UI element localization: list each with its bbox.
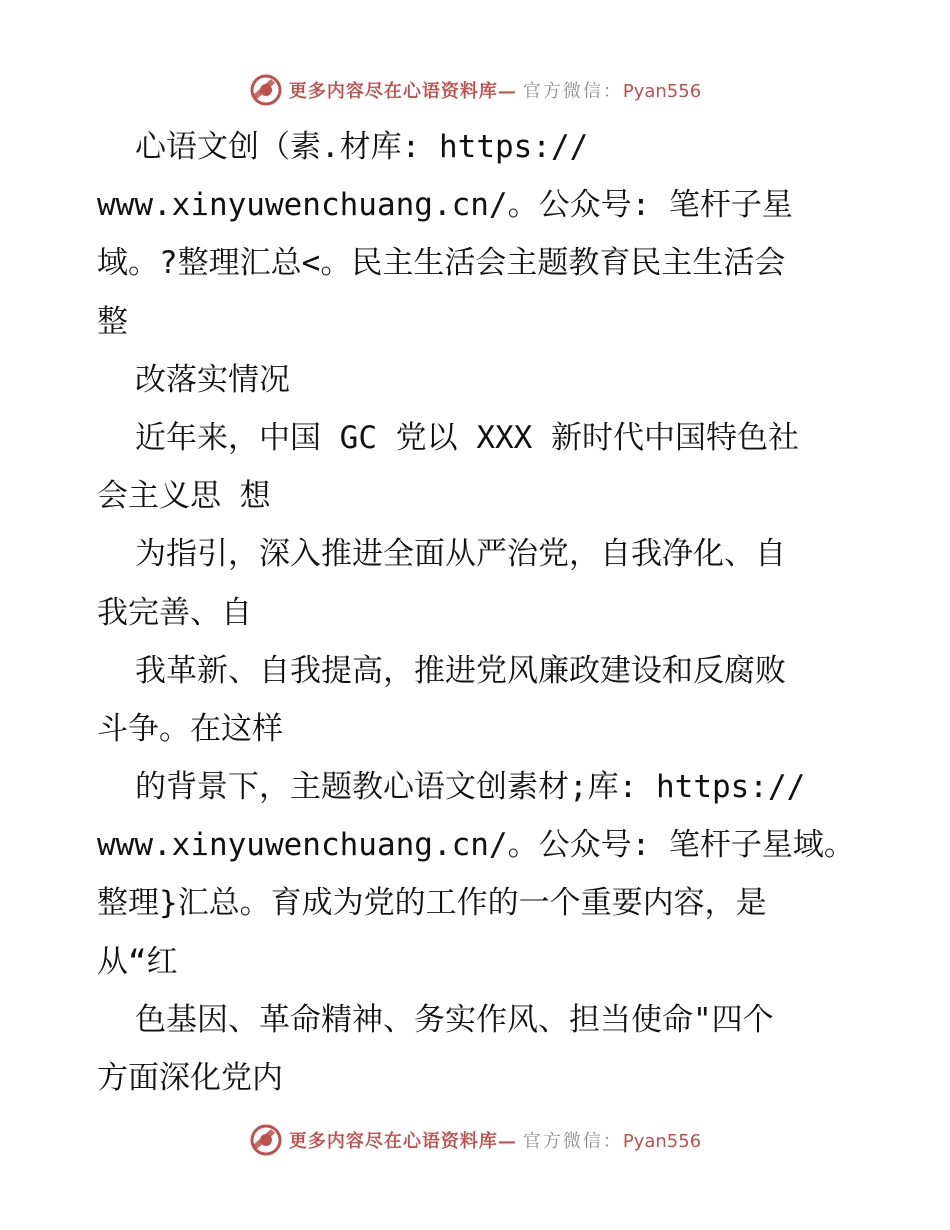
text-line: 域。?整理汇总<。民主生活会主题教育民主生活会 — [97, 245, 786, 282]
text-line: 改落实情况 — [135, 361, 290, 398]
text-line: 的背景下，主题教心语文创素材;库: https:// — [135, 769, 806, 806]
text-line: 近年来，中国 GC 党以 XXX 新时代中国特色社 — [135, 419, 799, 456]
text-line: 色基因、革命精神、务实作风、担当使命"四个 — [135, 1001, 774, 1038]
text-line: 我革新、自我提高，推进党风廉政建设和反腐败 — [135, 652, 786, 689]
document-body — [97, 118, 857, 1107]
text-line: 心语文创（素.材库: https:// — [135, 129, 589, 165]
banner-text: 更多内容尽在心语资料库— — [288, 81, 517, 102]
footer-banner — [0, 1120, 950, 1160]
text-line: 我完善、自 — [97, 594, 252, 631]
text-line: 从“红 — [97, 943, 178, 980]
brand-logo-icon — [249, 73, 283, 107]
wechat-label: 官方微信： — [522, 1131, 623, 1152]
text-line: 为指引，深入推进全面从严治党，自我净化、自 — [135, 536, 786, 573]
text-line: www.xinyuwenchuang.cn/。公众号: 笔杆子星域。 — [97, 827, 855, 864]
text-line: 斗争。在这样 — [97, 710, 283, 747]
text-line: 会主义思 想 — [97, 478, 271, 515]
wechat-id: Pyan556 — [622, 1131, 702, 1152]
text-line: 整理}汇总。育成为党的工作的一个重要内容，是 — [97, 885, 767, 922]
header-banner — [0, 70, 950, 110]
banner-wechat — [523, 77, 701, 103]
text-line: www.xinyuwenchuang.cn/。公众号: 笔杆子星 — [97, 187, 793, 224]
text-line: 方面深化党内 — [97, 1060, 283, 1096]
banner-wechat — [523, 1127, 701, 1153]
wechat-label: 官方微信： — [522, 81, 623, 102]
banner-text: 更多内容尽在心语资料库— — [288, 1131, 517, 1152]
brand-logo-icon — [249, 1123, 283, 1157]
text-line: 整 — [97, 303, 128, 340]
wechat-id: Pyan556 — [622, 81, 702, 102]
